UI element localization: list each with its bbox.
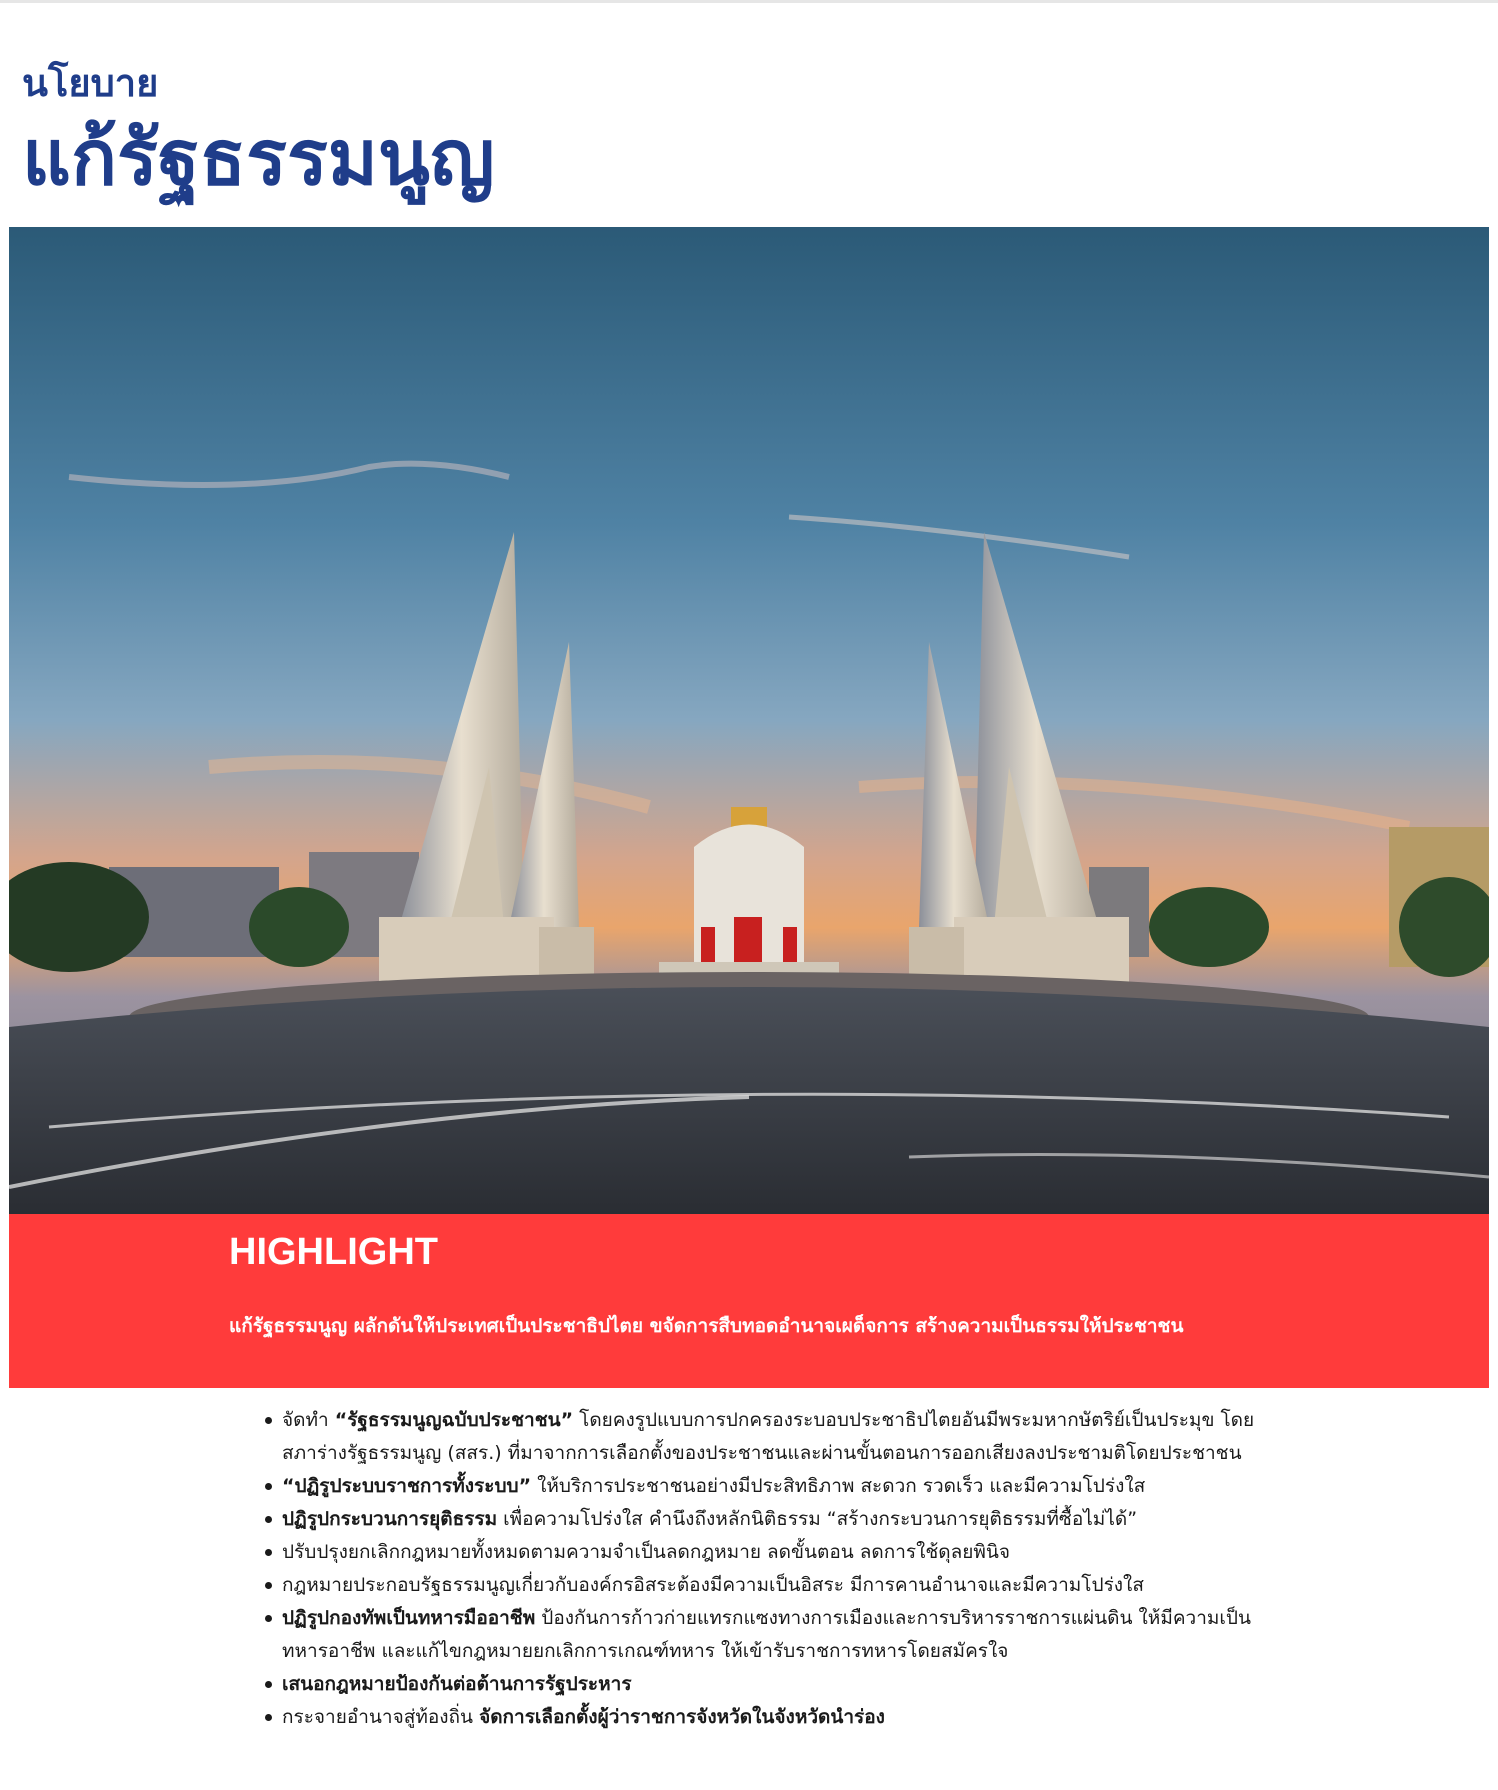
list-item: ปรับปรุงยกเลิกกฎหมายทั้งหมดตามความจำเป็นลดกฎหมาย ลดขั้นตอน ลดการใช้ดุลยพินิจ (282, 1536, 1282, 1569)
list-item: จัดทำ “รัฐธรรมนูญฉบับประชาชน” โดยคงรูปแบบการปกครองระบอบประชาธิปไตยอันมีพระมหากษัตริย์เป็นประมุข โดยสภาร่างรัฐธรรมนูญ (สสร.) ที่มาจากการเลือกตั้งของประชาชนและผ่านขั้นตอนการออกเสียงลงประชามติโดยประชาชน (282, 1404, 1282, 1470)
hero-image (9, 227, 1489, 1214)
list-item: กระจายอำนาจสู่ท้องถิ่น จัดการเลือกตั้งผู้ว่าราชการจังหวัดในจังหวัดนำร่อง (282, 1701, 1282, 1734)
page-title: แก้รัฐธรรมนูญ (22, 113, 495, 202)
list-item: ปฏิรูปกองทัพเป็นทหารมืออาชีพ ป้องกันการก้าวก่ายแทรกแซงทางการเมืองและการบริหารราชการแผ่นดิน ให้มีความเป็นทหารอาชีพ และแก้ไขกฎหมายยกเลิกการเกณฑ์ทหาร ให้เข้ารับราชการทหารโดยสมัครใจ (282, 1602, 1282, 1668)
policy-list (282, 1404, 1282, 1734)
list-item: ปฏิรูปกระบวนการยุติธรรม เพื่อความโปร่งใส คำนึงถึงหลักนิติธรรม “สร้างกระบวนการยุติธรรมที่ซื้อไม่ได้” (282, 1503, 1282, 1536)
highlight-banner (9, 1214, 1489, 1388)
list-item: เสนอกฎหมายป้องกันต่อต้านการรัฐประหาร (282, 1668, 1282, 1701)
page-header (22, 58, 495, 204)
page-subtitle: นโยบาย (22, 61, 159, 105)
list-item: “ปฏิรูประบบราชการทั้งระบบ” ให้บริการประชาชนอย่างมีประสิทธิภาพ สะดวก รวดเร็ว และมีความโปร่งใส (282, 1470, 1282, 1503)
top-divider (0, 0, 1498, 3)
list-item: กฎหมายประกอบรัฐธรรมนูญเกี่ยวกับองค์กรอิสระต้องมีความเป็นอิสระ มีการคานอำนาจและมีความโปร่งใส (282, 1569, 1282, 1602)
highlight-heading: HIGHLIGHT (229, 1231, 438, 1273)
democracy-monument-photo-icon (9, 227, 1489, 1214)
highlight-text: แก้รัฐธรรมนูญ ผลักดันให้ประเทศเป็นประชาธิปไตย ขจัดการสืบทอดอำนาจเผด็จการ สร้างความเป็นธรรมให้ประชาชน (229, 1315, 1184, 1337)
